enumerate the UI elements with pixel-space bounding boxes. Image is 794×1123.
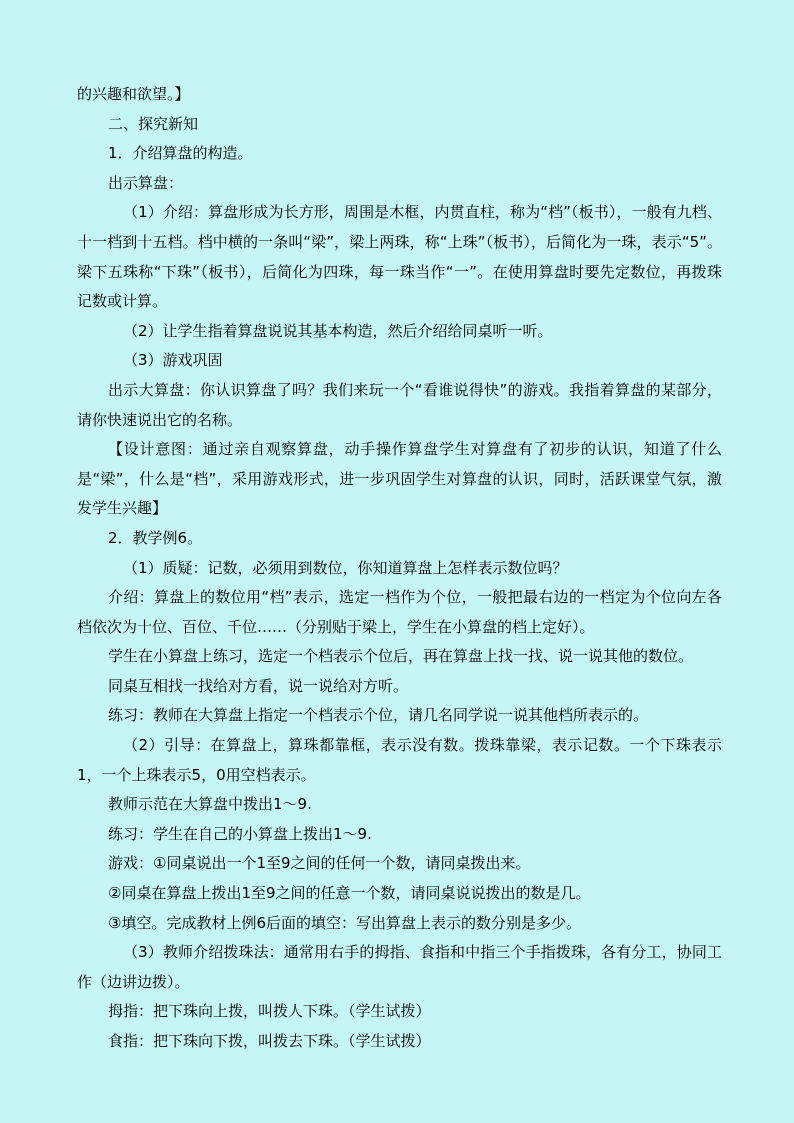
paragraph: 出示算盘： — [108, 173, 184, 192]
subheading: 2．教学例6。 — [108, 528, 203, 547]
paragraph: （1）质疑：记数，必须用到数位，你知道算盘上怎样表示数位吗？ — [123, 558, 568, 577]
subheading: 1．介绍算盘的构造。 — [108, 144, 253, 163]
paragraph: （2）引导：在算盘上，算珠都靠框，表示没有数。拨珠靠梁，表示记数。一个下珠表示1，一个上珠表示5，0用空档表示。 — [77, 736, 722, 784]
paragraph: 游戏：①同桌说出一个1至9之间的任何一个数，请同桌拨出来。 — [108, 854, 531, 873]
paragraph: 介绍：算盘上的数位用“档”表示，选定一档作为个位，一般把最右边的一档定为个位向左各档依次为十位、百位、千位……（分别贴于梁上，学生在小算盘的档上定好）。 — [77, 588, 722, 636]
paragraph: 教师示范在大算盘中拨出1～9. — [108, 795, 312, 814]
paragraph: ③填空。完成教材上例6后面的填空：写出算盘上表示的数分别是多少。 — [108, 913, 581, 932]
paragraph: 出示大算盘：你认识算盘了吗？我们来玩一个“看谁说得快”的游戏。我指着算盘的某部分，请你快速说出它的名称。 — [77, 380, 722, 429]
paragraph: 学生在小算盘上练习，选定一个档表示个位后，再在算盘上找一找、说一说其他的数位。 — [108, 647, 694, 666]
paragraph: （2）让学生指着算盘说说其基本构造，然后介绍给同桌听一听。 — [123, 321, 553, 340]
paragraph: （3）教师介绍拨珠法：通常用右手的拇指、食指和中指三个手指拨珠，各有分工，协同工作（边讲边拨）。 — [77, 943, 722, 991]
paragraph: 练习：教师在大算盘上指定一个档表示个位，请几名同学说一说其他档所表示的。 — [108, 706, 649, 725]
paragraph: （1）介绍：算盘形成为长方形，周围是木框，内贯直柱，称为“档”（板书），一般有九档、十一档到十五档。档中横的一条叫“梁”，梁上两珠，称“上珠”（板书），后简化为一珠，表示“5”。梁下五珠称“下珠”（板书），后简化为四珠，每一珠当作“一”。在使用算盘时要先定数位，再拨珠记数或计算。 — [77, 203, 722, 311]
paragraph: （3）游戏巩固 — [123, 351, 223, 370]
paragraph: 食指：把下珠向下拨，叫拨去下珠。（学生试拨） — [108, 1032, 431, 1050]
document-body — [77, 80, 722, 1057]
design-intent-note: 【设计意图：通过亲自观察算盘，动手操作算盘学生对算盘有了初步的认识，知道了什么是“梁”，什么是“档”，采用游戏形式，进一步巩固学生对算盘的认识，同时，活跃课堂气氛，激发学生兴趣】 — [77, 440, 722, 518]
paragraph: 同桌互相找一找给对方看，说一说给对方听。 — [108, 676, 409, 695]
section-heading: 二、探究新知 — [108, 114, 199, 133]
paragraph: 拇指：把下珠向上拨，叫拨人下珠。（学生试拨） — [108, 1002, 431, 1021]
paragraph: 的兴趣和欲望。】 — [77, 85, 190, 103]
paragraph: ②同桌在算盘上拨出1至9之间的任意一个数，请同桌说说拨出的数是几。 — [108, 884, 591, 903]
paragraph: 练习：学生在自己的小算盘上拨出1～9. — [108, 824, 372, 843]
